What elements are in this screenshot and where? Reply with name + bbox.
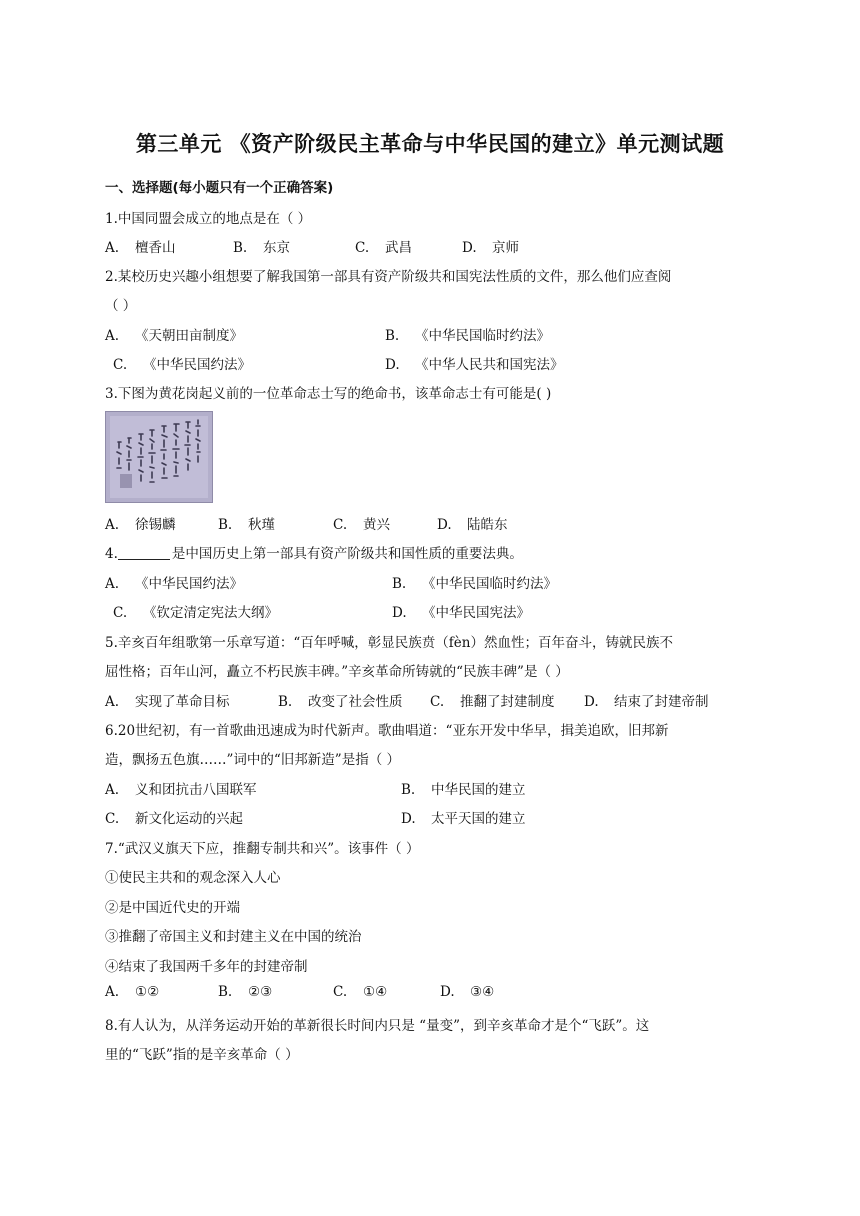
q2-option-a: A. 《天朝田亩制度》: [105, 328, 243, 344]
q7-option-c: C. ①④: [333, 984, 388, 1000]
q1-option-a: A. 檀香山: [105, 240, 176, 256]
q3-option-a: A. 徐锡麟: [105, 517, 176, 533]
q7-statement-4: ④结束了我国两千多年的封建帝制: [105, 959, 308, 975]
q4-option-c: C. 《钦定清定宪法大纲》: [113, 605, 278, 621]
q4-option-a: A. 《中华民国约法》: [105, 576, 243, 592]
q3-option-c: C. 黄兴: [333, 517, 390, 533]
q6-option-d: D. 太平天国的建立: [401, 811, 526, 827]
question-6-stem-cont: 造，飘扬五色旗……”词中的“旧邦新造”是指（ ）: [105, 752, 400, 768]
question-5-stem-cont: 屈性格；百年山河，矗立不朽民族丰碑。”辛亥革命所铸就的“民族丰碑”是（ ）: [105, 664, 569, 680]
q5-option-d: D. 结束了封建帝制: [584, 694, 709, 710]
q6-option-a: A. 义和团抗击八国联军: [105, 782, 257, 798]
farewell-letter-image: [105, 411, 213, 503]
q4-option-d: D. 《中华民国宪法》: [392, 605, 530, 621]
question-8-stem: 8.有人认为，从洋务运动开始的革新很长时间内只是 “量变”，到辛亥革命才是个“飞跃”。这: [105, 1018, 650, 1034]
section-heading: 一、选择题(每小题只有一个正确答案): [105, 180, 334, 196]
q2-option-c: C. 《中华民国约法》: [113, 357, 251, 373]
question-2-stem-cont: （ ）: [105, 298, 137, 314]
q3-option-d: D. 陆皓东: [437, 517, 508, 533]
answer-blank: [118, 559, 170, 560]
q6-option-b: B. 中华民国的建立: [401, 782, 526, 798]
q1-option-d: D. 京师: [462, 240, 519, 256]
question-8-stem-cont: 里的“飞跃”指的是辛亥革命（ ）: [105, 1047, 299, 1063]
question-1-stem: 1.中国同盟会成立的地点是在（ ）: [105, 211, 312, 227]
q2-option-b: B. 《中华民国临时约法》: [385, 328, 550, 344]
q2-option-d: D. 《中华人民共和国宪法》: [385, 357, 564, 373]
q7-statement-3: ③推翻了帝国主义和封建主义在中国的统治: [105, 929, 362, 945]
q3-option-b: B. 秋瑾: [218, 517, 275, 533]
question-6-stem: 6.20世纪初，有一首歌曲迅速成为时代新声。歌曲唱道：“亚东开发中华早，揖美追欧，旧邦新: [105, 723, 669, 739]
q7-statement-1: ①使民主共和的观念深入人心: [105, 870, 281, 886]
q5-option-a: A. 实现了革命目标: [105, 694, 230, 710]
question-3-stem: 3.下图为黄花岗起义前的一位革命志士写的绝命书，该革命志士有可能是( ): [105, 386, 552, 402]
q7-option-d: D. ③④: [440, 984, 495, 1000]
q1-option-c: C. 武昌: [355, 240, 412, 256]
q7-option-b: B. ②③: [218, 984, 273, 1000]
question-2-stem: 2.某校历史兴趣小组想要了解我国第一部具有资产阶级共和国宪法性质的文件，那么他们应查阅: [105, 269, 672, 285]
q7-option-a: A. ①②: [105, 984, 160, 1000]
q1-option-b: B. 东京: [233, 240, 290, 256]
question-4-stem: 4. 是中国历史上第一部具有资产阶级共和国性质的重要法典。: [105, 546, 523, 562]
question-5-stem: 5.辛亥百年组歌第一乐章写道：“百年呼喊，彰显民族贲（fèn）然血性；百年奋斗，铸就民族不: [105, 635, 673, 651]
q4-option-b: B. 《中华民国临时约法》: [392, 576, 557, 592]
q6-option-c: C. 新文化运动的兴起: [105, 811, 243, 827]
question-7-stem: 7.“武汉义旗天下应，推翻专制共和兴”。该事件（ ）: [105, 841, 420, 857]
q5-option-c: C. 推翻了封建制度: [430, 694, 555, 710]
page-title: 第三单元 《资产阶级民主革命与中华民国的建立》单元测试题: [135, 132, 725, 156]
q7-statement-2: ②是中国近代史的开端: [105, 900, 240, 916]
q5-option-b: B. 改变了社会性质: [278, 694, 403, 710]
